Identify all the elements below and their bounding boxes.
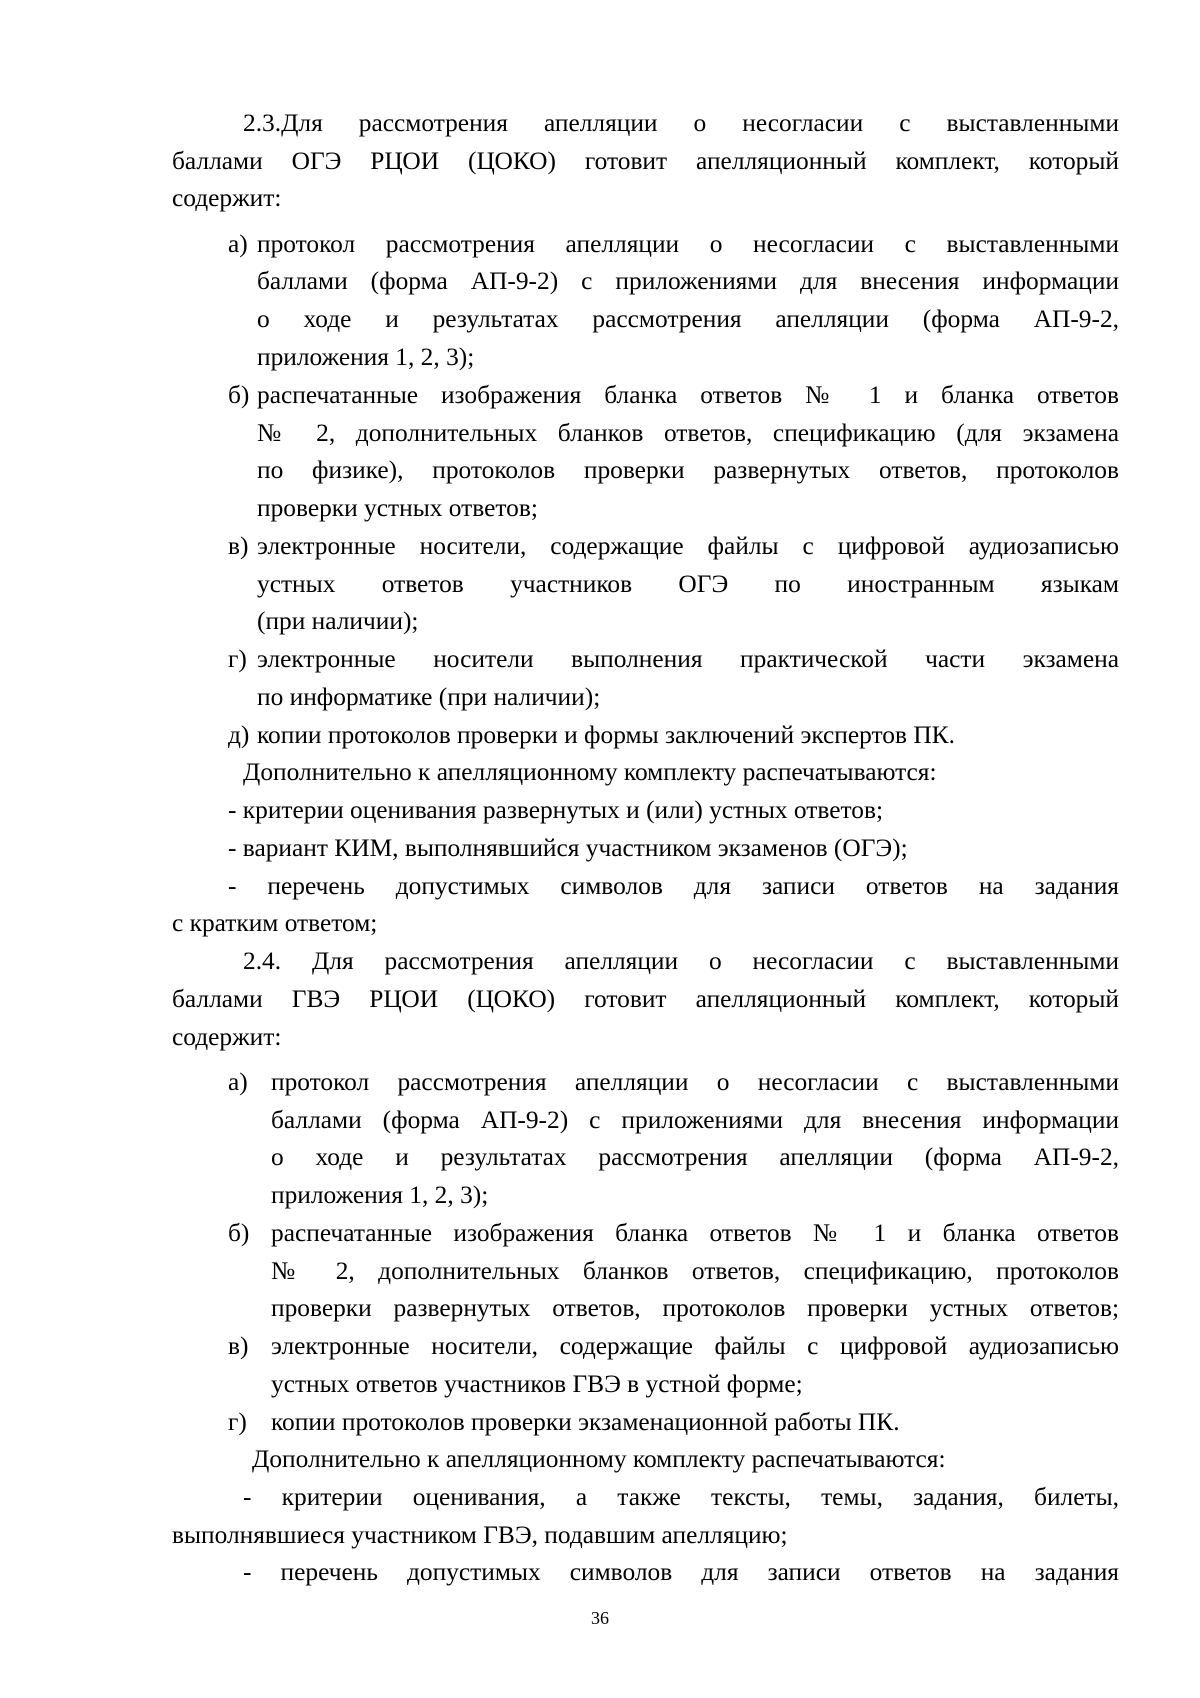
list-item-line: по физике), протоколов проверки развернутых ответов, протоколов	[257, 456, 1119, 484]
list-item-line: проверки устных ответов;	[257, 494, 538, 522]
paragraph-line: содержит:	[172, 1023, 282, 1051]
list-marker: а)	[228, 1068, 248, 1096]
list-item-line: баллами (форма АП-9-2) с приложениями для внесения информации	[257, 267, 1119, 295]
list-marker: г)	[228, 645, 247, 673]
list-item-line: электронные носители, содержащие файлы с цифровой аудиозаписью	[271, 1332, 1119, 1360]
list-item-line: протокол рассмотрения апелляции о несогласии с выставленными	[271, 1068, 1119, 1096]
list-item-line: электронные носители, содержащие файлы с цифровой аудиозаписью	[257, 532, 1119, 560]
list-item-line: электронные носители выполнения практической части экзамена	[257, 645, 1119, 673]
list-marker: г)	[228, 1408, 247, 1436]
list-item-line: устных ответов участников ГВЭ в устной форме;	[271, 1370, 803, 1398]
list-marker: в)	[228, 532, 249, 560]
paragraph-line: 2.3.Для рассмотрения апелляции о несогласии с выставленными	[243, 109, 1119, 137]
list-item-line: № 2, дополнительных бланков ответов, спецификацию (для экзамена	[257, 419, 1119, 447]
page-number: 36	[591, 1608, 609, 1628]
list-item-line: распечатанные изображения бланка ответов № 1 и бланка ответов	[257, 381, 1119, 409]
list-item-line: протокол рассмотрения апелляции о несогласии с выставленными	[257, 230, 1119, 258]
list-item-line: баллами (форма АП-9-2) с приложениями для внесения информации	[271, 1106, 1119, 1134]
dash-item: - критерии оценивания развернутых и (или) устных ответов;	[228, 796, 883, 824]
list-item-line: устных ответов участников ОГЭ по иностранным языкам	[257, 570, 1119, 598]
dash-item: - вариант КИМ, выполнявшийся участником экзаменов (ОГЭ);	[228, 834, 908, 862]
paragraph-line: Дополнительно к апелляционному комплекту распечатываются:	[243, 758, 937, 786]
list-item-line: о ходе и результатах рассмотрения апелляции (форма АП-9-2,	[271, 1143, 1119, 1171]
list-marker: б)	[228, 381, 250, 409]
list-item-line: о ходе и результатах рассмотрения апелляции (форма АП-9-2,	[257, 305, 1119, 333]
list-marker: д)	[228, 721, 250, 749]
list-item-line: (при наличии);	[257, 607, 419, 635]
paragraph-line: с кратким ответом;	[172, 909, 378, 937]
paragraph-line: баллами ОГЭ РЦОИ (ЦОКО) готовит апелляционный комплект, который	[172, 147, 1119, 175]
list-item-line: № 2, дополнительных бланков ответов, спецификацию, протоколов	[271, 1257, 1119, 1285]
list-item-line: приложения 1, 2, 3);	[257, 343, 475, 371]
dash-item: - перечень допустимых символов для записи ответов на задания	[228, 872, 1119, 900]
paragraph-line: Дополнительно к апелляционному комплекту распечатываются:	[252, 1445, 946, 1473]
list-item-line: копии протоколов проверки экзаменационной работы ПК.	[271, 1408, 900, 1436]
list-marker: в)	[228, 1332, 249, 1360]
list-item-line: проверки развернутых ответов, протоколов проверки устных ответов;	[271, 1294, 1119, 1322]
list-item-line: копии протоколов проверки и формы заключений экспертов ПК.	[257, 721, 955, 749]
paragraph-line: баллами ГВЭ РЦОИ (ЦОКО) готовит апелляционный комплект, который	[172, 985, 1119, 1013]
list-marker: б)	[228, 1219, 250, 1247]
dash-item: - критерии оценивания, а также тексты, темы, задания, билеты,	[243, 1483, 1119, 1511]
list-item-line: по информатике (при наличии);	[257, 683, 601, 711]
list-item-line: распечатанные изображения бланка ответов № 1 и бланка ответов	[271, 1219, 1119, 1247]
dash-item: - перечень допустимых символов для записи ответов на задания	[243, 1558, 1119, 1586]
paragraph-line: содержит:	[172, 184, 282, 212]
paragraph-line: выполнявшиеся участником ГВЭ, подавшим апелляцию;	[172, 1521, 788, 1549]
paragraph-line: 2.4. Для рассмотрения апелляции о несогласии с выставленными	[243, 947, 1119, 975]
list-item-line: приложения 1, 2, 3);	[271, 1181, 489, 1209]
list-marker: а)	[228, 230, 248, 258]
